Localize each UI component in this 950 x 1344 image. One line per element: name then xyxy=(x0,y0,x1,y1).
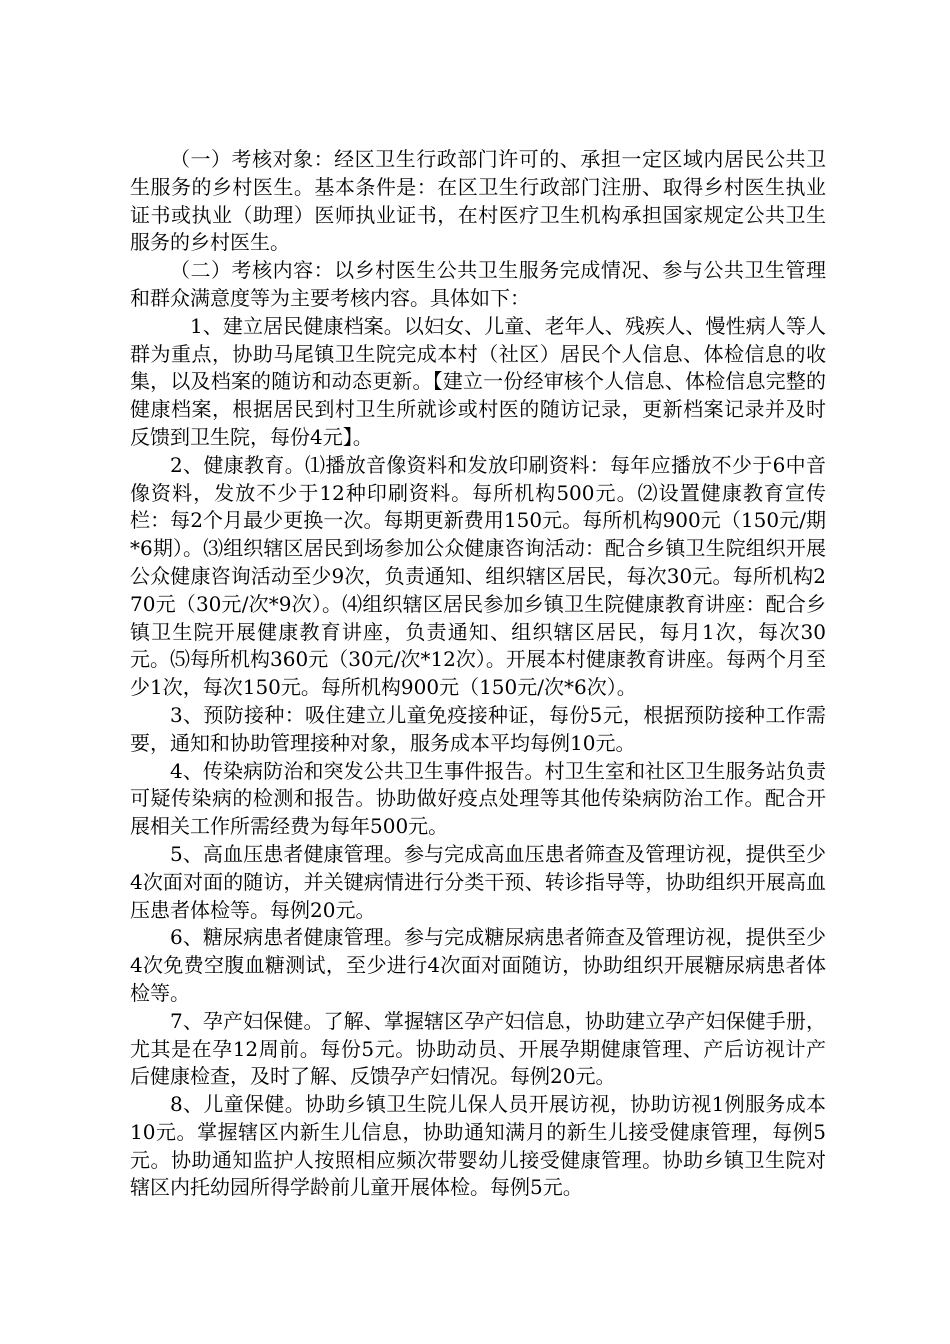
paragraph-maternal-care: 7、孕产妇保健。了解、掌握辖区孕产妇信息，协助建立孕产妇保健手册，尤其是在孕12周前。每份5元。协助动员、开展孕期健康管理、产后访视计产后健康检查，及时了解、反馈孕产妇情况。每例20元。 xyxy=(130,1008,826,1089)
paragraph-child-care: 8、儿童保健。协助乡镇卫生院儿保人员开展访视，协助访视1例服务成本10元。掌握辖区内新生儿信息，协助通知满月的新生儿接受健康管理，每例5元。协助通知监护人按照相应频次带婴幼儿接受健康管理。协助乡镇卫生院对辖区内托幼园所得学龄前儿童开展体检。每例5元。 xyxy=(130,1092,826,1200)
paragraph-health-records: 1、建立居民健康档案。以妇女、儿童、老年人、残疾人、慢性病人等人群为重点，协助马尾镇卫生院完成本村（社区）居民个人信息、体检信息的收集，以及档案的随访和动态更新。【建立一份经审核个人信息、体检信息完整的健康档案，根据居民到村卫生所就诊或村医的随访记录，更新档案记录并及时反馈到卫生院，每份4元】。 xyxy=(130,313,826,449)
paragraph-diabetes: 6、糖尿病患者健康管理。参与完成糖尿病患者筛查及管理访视，提供至少4次免费空腹血糖测试，至少进行4次面对面随访，协助组织开展糖尿病患者体检等。 xyxy=(130,925,826,1005)
paragraph-assessment-target: （一）考核对象：经区卫生行政部门许可的、承担一定区域内居民公共卫生服务的乡村医生。基本条件是：在区卫生行政部门注册、取得乡村医生执业证书或执业（助理）医师执业证书，在村医疗卫生机构承担国家规定公共卫生服务的乡村医生。 xyxy=(130,147,826,255)
document-body xyxy=(130,146,826,1202)
paragraph-hypertension: 5、高血压患者健康管理。参与完成高血压患者筛查及管理访视，提供至少4次面对面的随访，并关键病情进行分类干预、转诊指导等，协助组织开展高血压患者体检等。每例20元。 xyxy=(130,841,826,922)
paragraph-infectious-disease: 4、传染病防治和突发公共卫生事件报告。村卫生室和社区卫生服务站负责可疑传染病的检测和报告。协助做好疫点处理等其他传染病防治工作。配合开展相关工作所需经费为每年500元。 xyxy=(130,758,826,839)
paragraph-assessment-content: （二）考核内容：以乡村医生公共卫生服务完成情况、参与公共卫生管理和群众满意度等为主要考核内容。具体如下： xyxy=(130,258,826,310)
paragraph-health-education: 2、健康教育。⑴播放音像资料和发放印刷资料：每年应播放不少于6中音像资料，发放不少于12种印刷资料。每所机构500元。⑵设置健康教育宣传栏：每2个月最少更换一次。每期更新费用150元。每所机构900元（150元/期*6期）。⑶组织辖区居民到场参加公众健康咨询活动：配合乡镇卫生院组织开展公众健康咨询活动至少9次，负责通知、组织辖区居民，每次30元。每所机构270元（30元/次*9次）。⑷组织辖区居民参加乡镇卫生院健康教育讲座：配合乡镇卫生院开展健康教育讲座，负责通知、组织辖区居民，每月1次，每次30元。⑸每所机构360元（30元/次*12次）。开展本村健康教育讲座。每两个月至少1次，每次150元。每所机构900元（150元/次*6次）。 xyxy=(130,452,826,700)
paragraph-vaccination: 3、预防接种：吸住建立儿童免疫接种证，每份5元，根据预防接种工作需要，通知和协助管理接种对象，服务成本平均每例10元。 xyxy=(130,702,826,755)
